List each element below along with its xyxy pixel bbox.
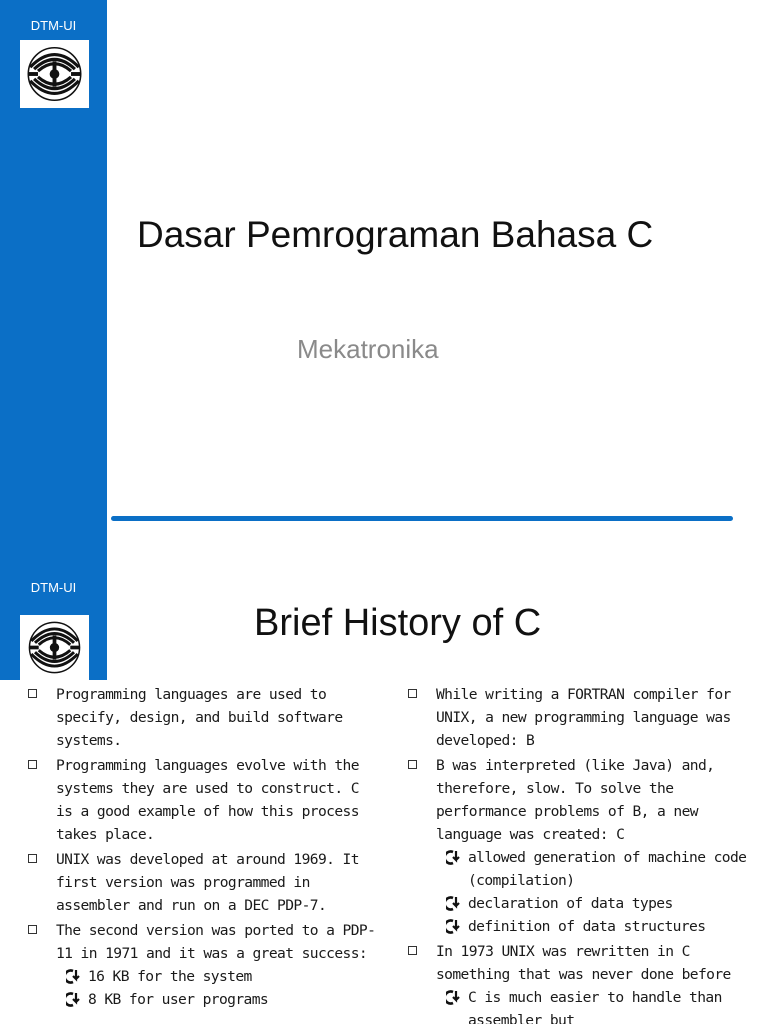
slide-title: Brief History of C [254, 602, 542, 644]
bullet-list [408, 683, 754, 1024]
hollow-square-icon [28, 689, 37, 698]
sub-list-item-text: C is much easier to handle than assembler but [468, 989, 722, 1024]
sub-list-item-text: 16 KB for the system [88, 968, 252, 985]
hollow-square-icon [408, 760, 417, 769]
bullet-list [28, 683, 380, 1011]
list-item-text: While writing a FORTRAN compiler for UNIX, a new programming language was developed: B [436, 686, 731, 749]
list-item-text: Programming languages are used to specify, design, and build software systems. [56, 686, 343, 749]
sub-list [436, 846, 754, 938]
sidebar-band [0, 0, 107, 562]
history-slide [0, 562, 768, 1024]
sub-list-item-text: 8 KB for user programs [88, 991, 269, 1008]
list-item-text: B was interpreted (like Java) and, therefore, slow. To solve the performance problems of B, a new language was created: C [436, 757, 715, 843]
sub-list-item-text: declaration of data types [468, 895, 673, 912]
curved-arrow-bullet-icon [66, 992, 84, 1007]
list-item-text: In 1973 UNIX was rewritten in C something that was never done before [436, 943, 731, 983]
sub-list [436, 986, 754, 1024]
sidebar-band [0, 562, 107, 680]
sub-list [56, 965, 380, 1011]
sub-list-item [66, 988, 380, 1011]
sub-list-item [66, 965, 380, 988]
list-item-text: UNIX was developed at around 1969. It first version was programmed in assembler and run on a DEC PDP-7. [56, 851, 359, 914]
hollow-square-icon [408, 946, 417, 955]
curved-arrow-bullet-icon [446, 919, 464, 934]
list-item [28, 919, 380, 1011]
hollow-square-icon [28, 760, 37, 769]
left-column [28, 683, 380, 1013]
slide-title: Dasar Pemrograman Bahasa C [137, 214, 654, 255]
list-item [408, 754, 754, 938]
sub-list-item-text: definition of data structures [468, 918, 706, 935]
list-item [28, 683, 380, 752]
university-emblem-icon [20, 40, 89, 108]
university-emblem-icon [20, 615, 89, 680]
hollow-square-icon [408, 689, 417, 698]
sub-list-item [446, 892, 754, 915]
curved-arrow-bullet-icon [446, 990, 464, 1005]
list-item-text: The second version was ported to a PDP-11 in 1971 and it was a great success: [56, 922, 376, 962]
list-item [408, 940, 754, 1024]
curved-arrow-bullet-icon [446, 850, 464, 865]
curved-arrow-bullet-icon [66, 969, 84, 984]
list-item [28, 754, 380, 846]
sub-list-item [446, 846, 754, 892]
org-label: DTM-UI [30, 580, 77, 595]
divider-rule [111, 516, 733, 521]
right-column [408, 683, 754, 1024]
sub-list-item-text: allowed generation of machine code (compilation) [468, 849, 747, 889]
hollow-square-icon [28, 925, 37, 934]
org-label: DTM-UI [30, 18, 77, 33]
list-item-text: Programming languages evolve with the systems they are used to construct. C is a good example of how this process takes place. [56, 757, 359, 843]
list-item [28, 848, 380, 917]
slide-subtitle: Mekatronika [297, 334, 439, 364]
hollow-square-icon [28, 854, 37, 863]
curved-arrow-bullet-icon [446, 896, 464, 911]
list-item [408, 683, 754, 752]
sub-list-item [446, 986, 754, 1024]
sub-list-item [446, 915, 754, 938]
